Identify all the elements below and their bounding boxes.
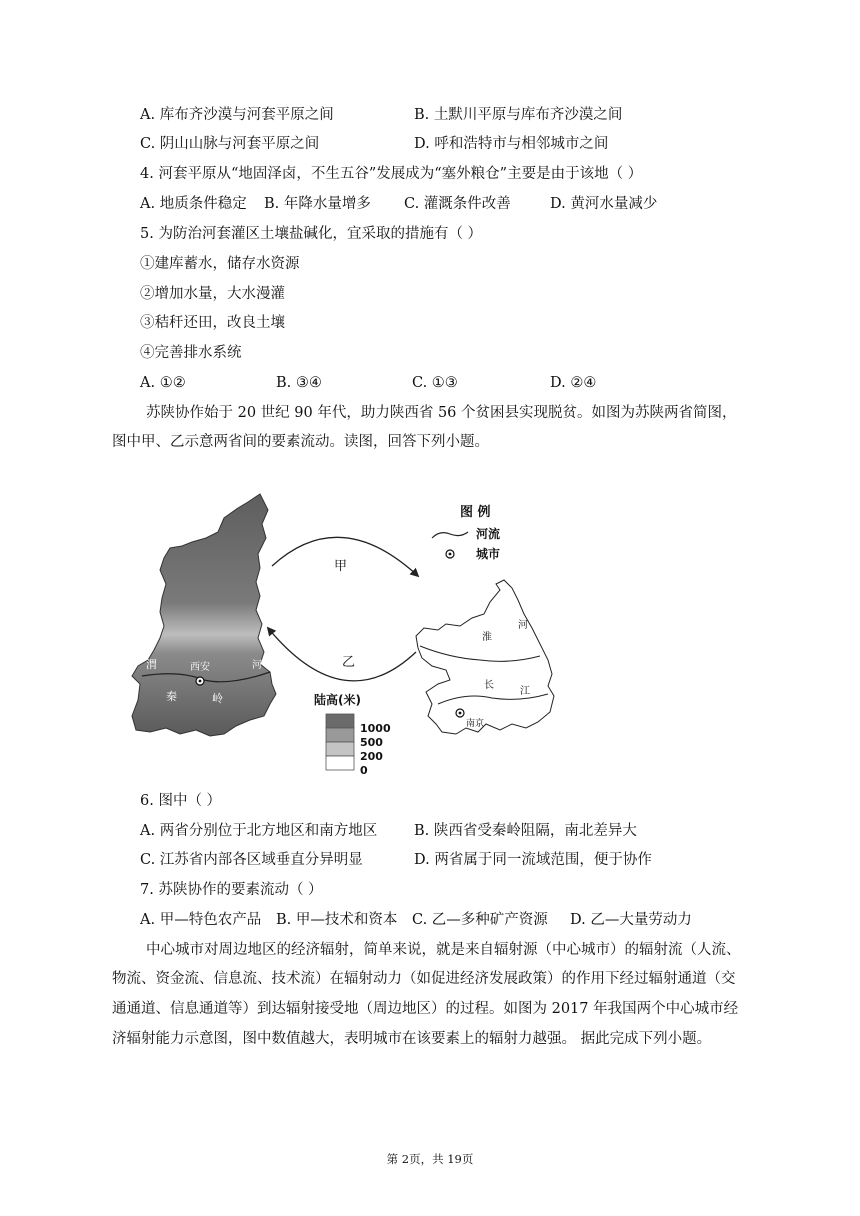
q3-option-a: A. 库布齐沙漠与河套平原之间 (140, 107, 334, 123)
q7-stem: 7. 苏陕协作的要素流动（ ） (140, 882, 323, 898)
q6-option-c: C. 江苏省内部各区域垂直分异明显 (140, 852, 363, 868)
elevation-swatch-0 (326, 756, 354, 770)
q6-stem: 6. 图中（ ） (140, 793, 222, 809)
jiangsu-river-label-he: 河 (518, 620, 528, 631)
q5-option-d: D. ②④ (550, 375, 597, 391)
q4-option-b: B. 年降水量增多 (264, 196, 371, 212)
elevation-swatch-500 (326, 728, 354, 742)
intro-3-line-4: 济辐射能力示意图，图中数值越大，表明城市在该要素上的辐射力越强。 据此完成下列小题。 (112, 1031, 712, 1047)
jiangsu-river-label-jiang: 江 (520, 686, 530, 697)
q3-option-d: D. 呼和浩特市与相邻城市之间 (414, 136, 609, 152)
jiangsu-river-label-chang: 长 (484, 680, 494, 691)
q5-option-b: B. ③④ (276, 375, 322, 391)
elevation-tick-500: 500 (360, 736, 383, 749)
q4-option-c: C. 灌溉条件改善 (404, 196, 511, 212)
arrow-yi-label: 乙 (342, 655, 356, 670)
jiangsu-province-shape (416, 580, 554, 734)
elevation-swatch-1000 (326, 714, 354, 728)
elevation-tick-1000: 1000 (360, 722, 391, 735)
arrow-jia-label: 甲 (334, 559, 348, 574)
legend-river-label: 河流 (476, 527, 501, 541)
q6-option-d: D. 两省属于同一流域范围，便于协作 (414, 852, 652, 868)
shaanxi-province-shape (132, 494, 276, 736)
jiangsu-river-label-huai: 淮 (482, 632, 492, 643)
intro-2-line-1: 苏陕协作始于 20 世纪 90 年代，助力陕西省 56 个贫困县实现脱贫。如图为苏陕两省简图， (146, 405, 737, 421)
legend-title: 图 例 (460, 505, 491, 520)
q6-option-b: B. 陕西省受秦岭阻隔，南北差异大 (414, 823, 637, 839)
intro-3-line-2: 物流、资金流、信息流、技术流）在辐射动力（如促进经济发展政策）的作用下经过辐射通道（交 (112, 971, 736, 987)
xian-city-label: 西安 (190, 662, 210, 673)
q3-option-c: C. 阴山山脉与河套平原之间 (140, 136, 320, 152)
q5-item-1: ①建库蓄水，储存水资源 (140, 256, 300, 272)
q4-option-a: A. 地质条件稳定 (140, 196, 247, 212)
qinling-label-2: 岭 (212, 692, 223, 705)
nanjing-city-label: 南京 (466, 719, 485, 729)
q7-option-a: A. 甲—特色农产品 (140, 912, 262, 928)
intro-3-line-3: 通通道、信息通道等）到达辐射接受地（周边地区）的过程。如图为 2017 年我国两个中心城市经 (112, 1001, 739, 1017)
q5-item-4: ④完善排水系统 (140, 345, 242, 361)
q7-option-c: C. 乙—多种矿产资源 (412, 912, 548, 928)
shaanxi-river-label-he: 河 (252, 660, 262, 671)
elevation-swatch-200 (326, 742, 354, 756)
legend-river-icon (432, 532, 468, 538)
q7-option-d: D. 乙—大量劳动力 (570, 912, 692, 928)
page-footer: 第 2页，共 19页 (386, 1152, 474, 1166)
intro-3-line-1: 中心城市对周边地区的经济辐射，简单来说，就是来自辐射源（中心城市）的辐射流（人流、 (146, 942, 741, 958)
shaanxi-river-label-wei: 渭 (146, 658, 157, 671)
map-legend (432, 504, 500, 561)
q4-stem: 4. 河套平原从“地固泽卤，不生五谷”发展成为“塞外粮仓”主要是由于该地（ ） (140, 166, 643, 182)
q5-item-3: ③秸秆还田，改良土壤 (140, 315, 285, 331)
q7-option-b: B. 甲—技术和资本 (276, 912, 398, 928)
su-shaan-map-figure (120, 488, 560, 780)
q3-option-b: B. 土默川平原与库布齐沙漠之间 (414, 107, 623, 123)
qinling-label-1: 秦 (166, 690, 177, 703)
q5-item-2: ②增加水量，大水漫灌 (140, 286, 285, 302)
elevation-title: 陆高(米) (314, 693, 361, 707)
q5-option-a: A. ①② (140, 375, 186, 391)
elevation-legend (314, 692, 391, 777)
elevation-tick-0: 0 (360, 764, 368, 777)
q6-option-a: A. 两省分别位于北方地区和南方地区 (140, 823, 378, 839)
q4-option-d: D. 黄河水量减少 (550, 196, 658, 212)
q5-option-c: C. ①③ (412, 375, 458, 391)
elevation-tick-200: 200 (360, 750, 383, 763)
legend-city-label: 城市 (476, 547, 501, 561)
q5-stem: 5. 为防治河套灌区土壤盐碱化，宜采取的措施有（ ） (140, 226, 483, 242)
intro-2-line-2: 图中甲、乙示意两省间的要素流动。读图，回答下列小题。 (112, 434, 489, 450)
